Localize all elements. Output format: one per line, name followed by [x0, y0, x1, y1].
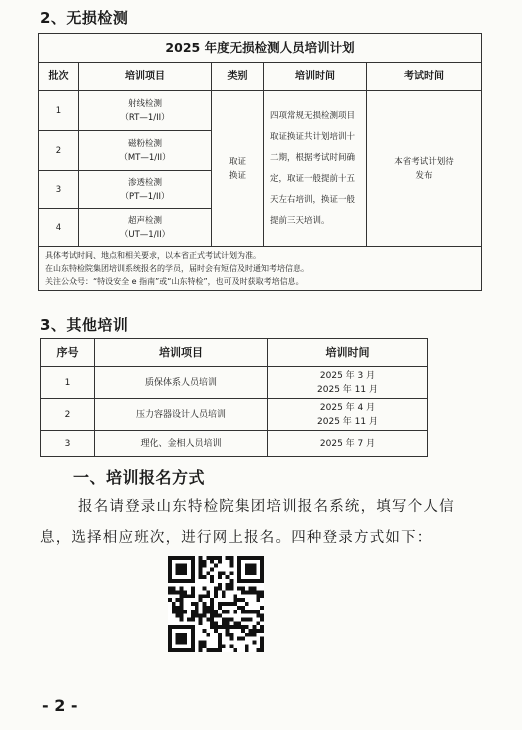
project-name: 射线检测	[127, 98, 162, 109]
project-cell	[79, 209, 212, 247]
exam-line: 本省考试计划待	[394, 156, 454, 167]
no-cell: 2	[41, 399, 95, 431]
batch-cell: 1	[39, 91, 79, 131]
project-code: （RT—1/II）	[120, 112, 170, 123]
batch-cell: 4	[39, 209, 79, 247]
no-cell: 3	[41, 431, 95, 457]
project-code: （PT—1/II）	[120, 191, 170, 202]
project-cell: 压力容器设计人员培训	[95, 399, 268, 431]
project-code: （MT—1/II）	[119, 152, 171, 163]
table-notes	[39, 247, 482, 291]
table-row	[39, 91, 482, 131]
category-cell	[212, 91, 264, 247]
project-cell	[79, 91, 212, 131]
header-no: 序号	[41, 339, 95, 367]
header-training-time: 培训时间	[264, 63, 367, 91]
registration-heading: 一、培训报名方式	[73, 468, 206, 487]
time-line: 2025 年 4 月	[319, 402, 376, 413]
project-name: 渗透检测	[127, 177, 162, 188]
no-cell: 1	[41, 367, 95, 399]
time-line: 2025 年 3 月	[319, 370, 376, 381]
time-cell	[268, 367, 428, 399]
project-name: 磁粉检测	[127, 138, 162, 149]
header-batch: 批次	[39, 63, 79, 91]
project-cell	[79, 131, 212, 171]
category-line: 取证	[228, 156, 246, 167]
registration-line1: 报名请登录山东特检院集团培训报名系统，填写个人信	[78, 499, 455, 515]
project-cell: 质保体系人员培训	[95, 367, 268, 399]
project-code: （UT—1/II）	[119, 229, 171, 240]
time-line: 2025 年 11 月	[317, 416, 378, 427]
qr-code-icon[interactable]	[168, 556, 264, 652]
header-training-time: 培训时间	[268, 339, 428, 367]
batch-cell: 3	[39, 171, 79, 209]
note-line: 关注公众号：“特设安全 e 指南”或“山东特检”，也可及时获取考培信息。	[45, 277, 304, 286]
table-row	[41, 431, 428, 457]
table-caption: 2025 年度无损检测人员培训计划	[39, 34, 482, 63]
time-cell: 2025 年 7 月	[268, 431, 428, 457]
other-training-table	[40, 338, 428, 457]
header-exam-time: 考试时间	[367, 63, 482, 91]
exam-line: 发布	[415, 170, 433, 181]
training-time-cell: 四项常规无损检测项目取证换证共计划培训十二期，根据考试时间确定，取证一般提前十五天左右培训，换证一般提前三天培训。	[264, 91, 367, 247]
table-row	[41, 399, 428, 431]
batch-cell: 2	[39, 131, 79, 171]
header-project: 培训项目	[79, 63, 212, 91]
table-row	[41, 367, 428, 399]
note-line: 具体考试时间、地点和相关要求，以本省正式考试计划为准。	[45, 251, 261, 260]
project-name: 超声检测	[127, 215, 162, 226]
header-category: 类别	[212, 63, 264, 91]
section2-title: 2、无损检测	[40, 9, 129, 27]
exam-time-cell	[367, 91, 482, 247]
time-cell	[268, 399, 428, 431]
category-line: 换证	[228, 170, 246, 181]
page-number: - 2 -	[42, 696, 78, 715]
registration-line2: 息，选择相应班次，进行网上报名。四种登录方式如下：	[40, 530, 433, 546]
note-line: 在山东特检院集团培训系统报名的学员，届时会有短信及时通知考培信息。	[45, 264, 309, 273]
ndt-training-plan-table	[38, 33, 482, 291]
header-project: 培训项目	[95, 339, 268, 367]
section3-title: 3、其他培训	[40, 316, 129, 334]
time-line: 2025 年 11 月	[317, 384, 378, 395]
project-cell	[79, 171, 212, 209]
project-cell: 理化、金相人员培训	[95, 431, 268, 457]
